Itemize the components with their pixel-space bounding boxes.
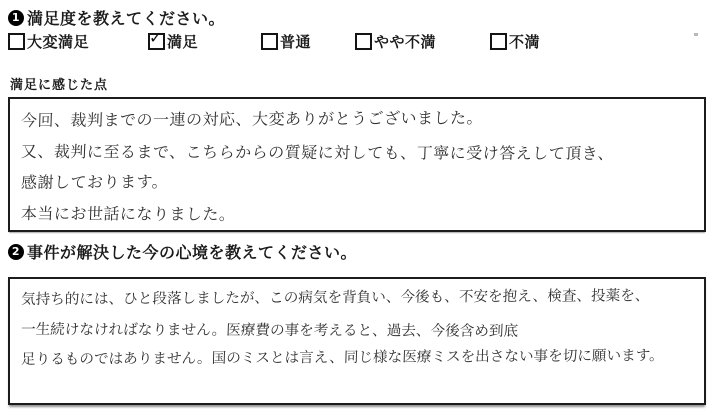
handwritten-line: 一生続けなければなりません。医療費の事を考えると、過去、今後含め到底 [20,321,519,340]
satisfaction-points-label: 満足に感じた点 [10,77,109,92]
checkbox-unchecked-icon [261,33,278,50]
option-fuman [490,31,540,52]
scan-artifact [694,33,698,36]
checkbox-unchecked-icon [355,33,372,50]
checkbox-checked-icon [148,28,165,50]
handwritten-line: 気持ち的には、ひと段落しましたが、この病気を背負い、今後も、不安を抱え、検査、投薬を、 [20,287,650,309]
question-1 [8,6,225,29]
option-daihen-manzoku [8,31,89,52]
question-1-number-badge: 1 [8,10,24,26]
question-2-number-badge: 2 [8,244,24,260]
option-yaya-fuman [355,31,436,52]
check-icon: ✓ [149,28,163,47]
handwritten-line: 今回、裁判までの一連の対応、大変ありがとうございました。 [20,108,484,131]
question-2-title: 事件が解決した今の心境を教えてください。 [27,245,358,262]
handwritten-line: 又、裁判に至るまで、こちらからの質疑に対しても、丁寧に受け答えして頂き、 [20,142,615,164]
handwritten-line: 足りるものではありません。国のミスとは言え、同じ様な医療ミスを出さない事を切に願います。 [20,347,664,369]
checkbox-unchecked-icon [490,33,507,50]
option-label: やや不満 [374,35,437,51]
checkbox-unchecked-icon [8,33,25,50]
option-label: 満足 [167,35,199,51]
option-label: 大変満足 [27,35,90,51]
handwritten-line: 感謝しております。 [20,172,169,193]
handwritten-line: 本当にお世話になりました。 [20,204,236,224]
answer-box-q2 [8,277,706,405]
option-manzoku [148,28,199,52]
satisfaction-options-row [0,28,712,55]
option-label: 不満 [509,35,541,51]
option-label: 普通 [280,35,312,51]
answer-box-q1 [8,97,706,232]
question-1-title: 満足度を教えてください。 [27,11,226,28]
question-2 [8,240,357,263]
option-futsuu [261,31,311,52]
